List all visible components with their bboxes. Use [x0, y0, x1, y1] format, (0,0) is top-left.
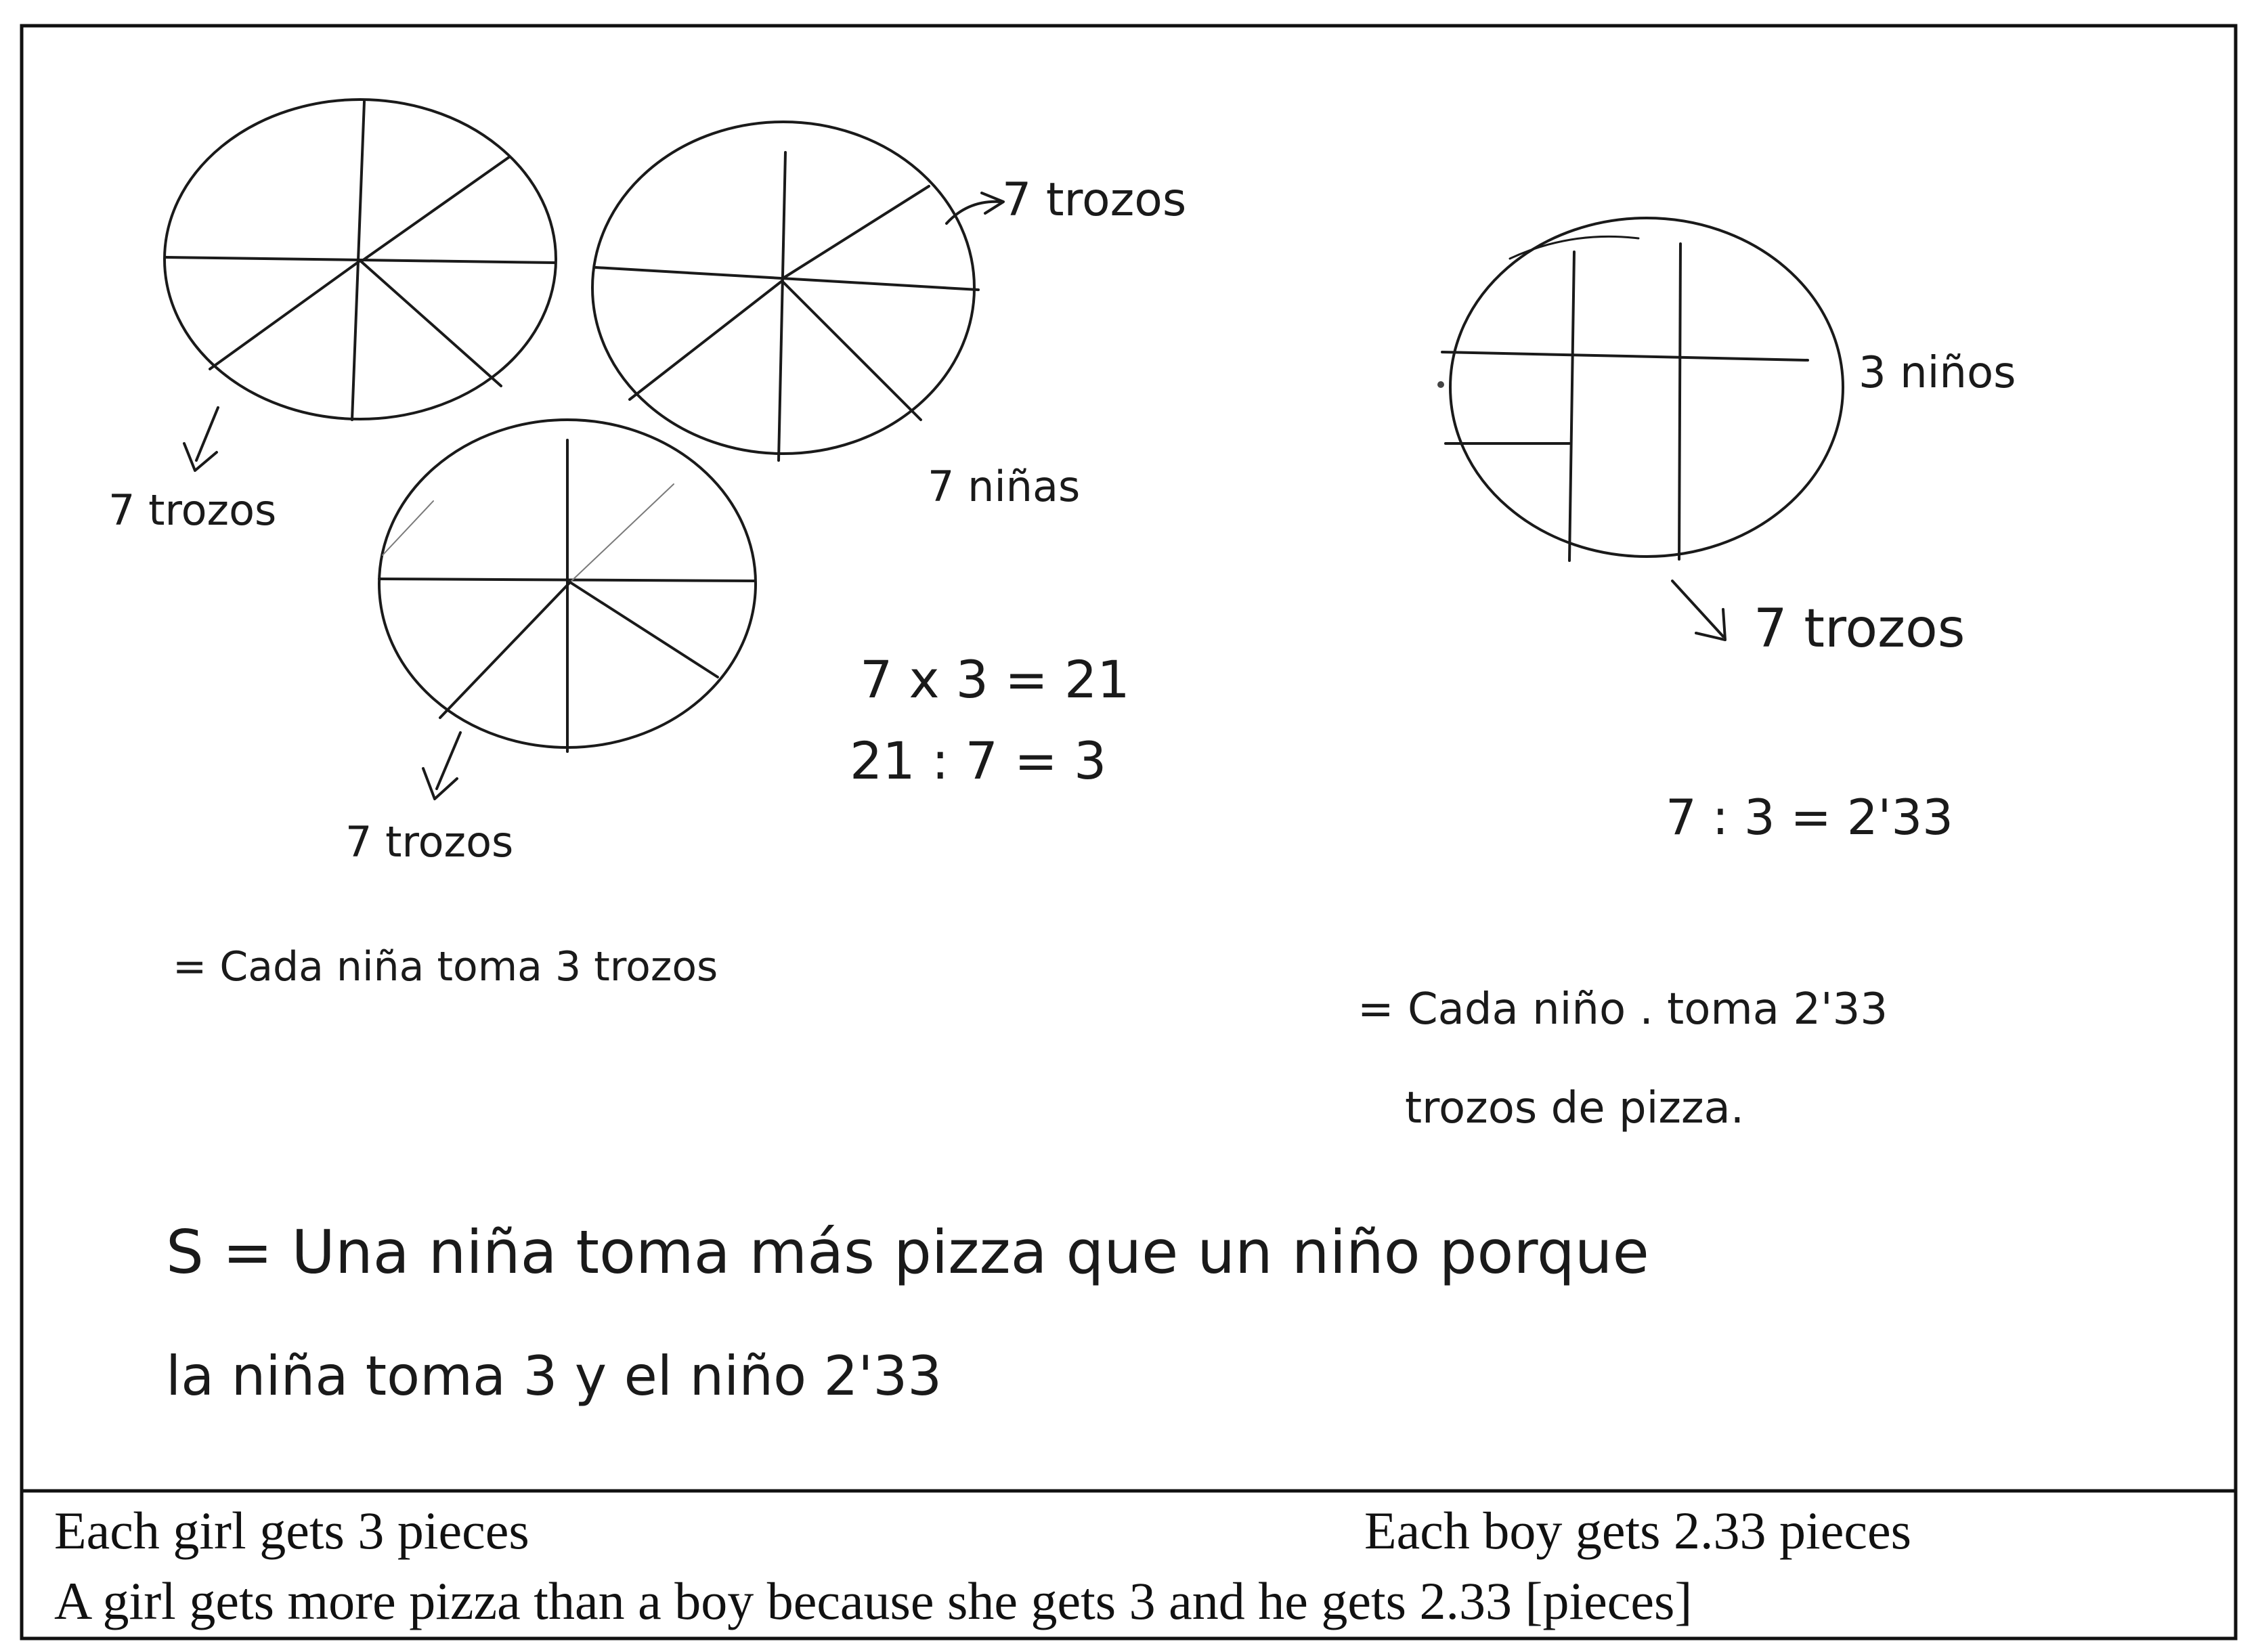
arrow-icon: [184, 408, 218, 471]
pizza-girls-3: [379, 420, 756, 752]
cada-nino-line-1: = Cada niño . toma 2'33: [1358, 984, 1888, 1035]
calc-multiply: 7 x 3 = 21: [860, 649, 1130, 710]
solution-line-2: la niña toma 3 y el niño 2'33: [166, 1345, 942, 1408]
label-trozos-left: 7 trozos: [108, 485, 277, 535]
label-trozos-top: 7 trozos: [1002, 173, 1187, 227]
calc-divide: 21 : 7 = 3: [850, 731, 1107, 791]
pizza-girls-2: [592, 122, 978, 460]
solution-line-1: S = Una niña toma más pizza que un niño porque: [166, 1217, 1649, 1287]
pizza-boys: [1437, 218, 1843, 561]
arrow-icon: [423, 733, 460, 799]
calc-boys: 7 : 3 = 2'33: [1666, 789, 1953, 846]
arrow-icon: [1672, 581, 1725, 640]
label-trozos-bottom: 7 trozos: [345, 817, 514, 867]
cada-nina-sentence: = Cada niña toma 3 trozos: [173, 943, 718, 991]
translation-boy: Each boy gets 2.33 pieces: [1364, 1501, 1911, 1560]
cada-nino-line-2: trozos de pizza.: [1405, 1083, 1745, 1133]
pizza-girls-1: [165, 100, 556, 420]
label-trozos-right: 7 trozos: [1754, 599, 1966, 659]
arrow-icon: [947, 193, 1003, 223]
label-ninos: 3 niños: [1859, 348, 2016, 398]
translation-summary: A girl gets more pizza than a boy because she gets 3 and he gets 2.33 [pieces]: [54, 1571, 1693, 1630]
translation-girl: Each girl gets 3 pieces: [54, 1501, 529, 1560]
label-ninas: 7 niñas: [928, 462, 1081, 511]
